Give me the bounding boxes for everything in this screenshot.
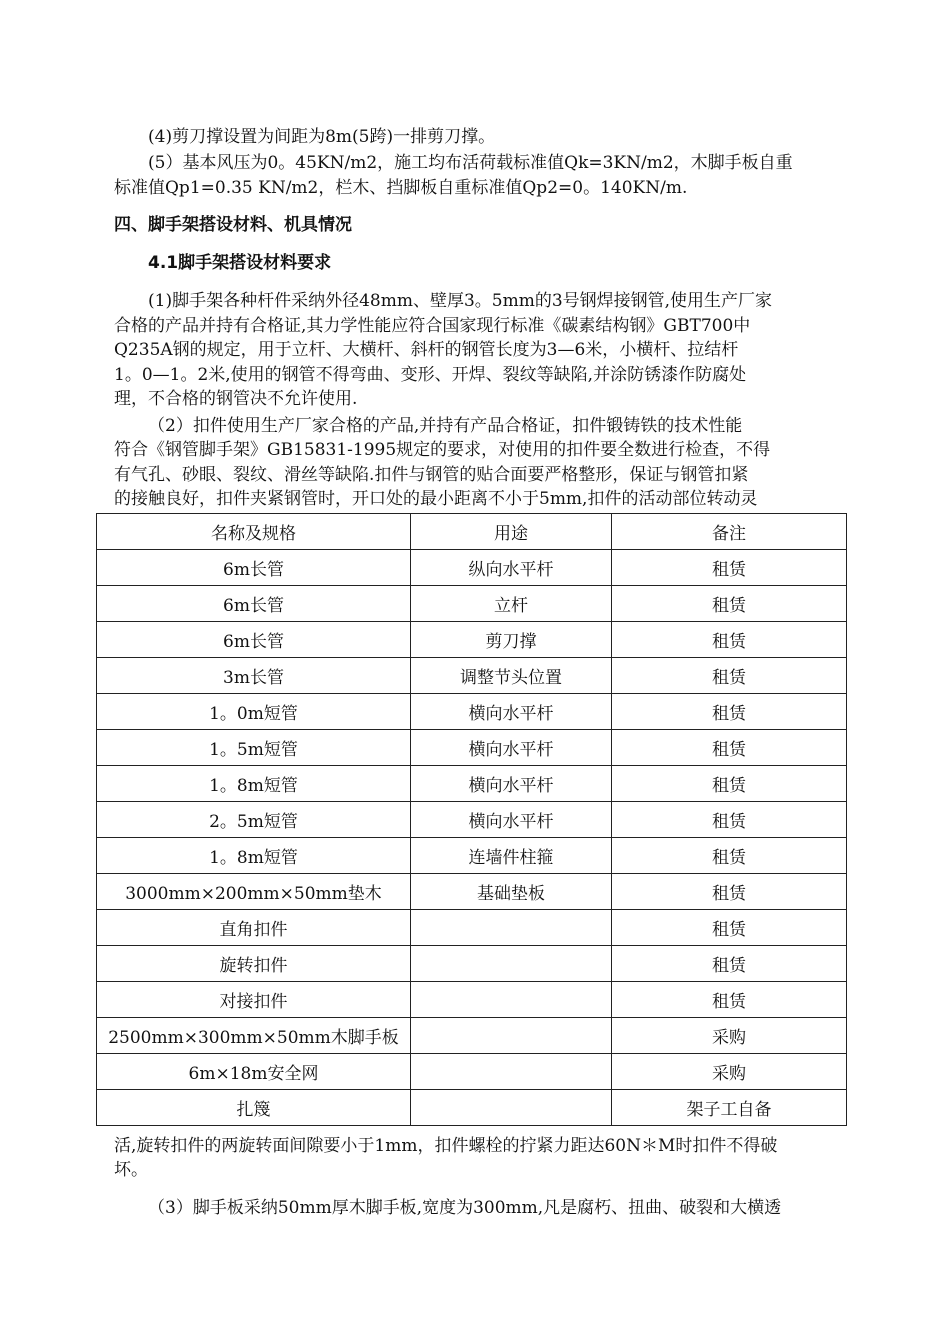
cell-name: 6m长管 (97, 622, 411, 658)
table-row (97, 658, 847, 694)
paragraph-1-line: 1。0—1。2米,使用的钢管不得弯曲、变形、开焊、裂纹等缺陷,并涂防锈漆作防腐处 (114, 365, 747, 385)
cell-name: 对接扣件 (97, 982, 411, 1018)
paragraph-2-line: （2）扣件使用生产厂家合格的产品,并持有产品合格证，扣件锻铸铁的技术性能 (148, 416, 743, 436)
cell-remark: 租赁 (612, 910, 847, 946)
cell-usage: 横向水平杆 (411, 730, 612, 766)
cell-usage: 调整节头位置 (411, 658, 612, 694)
table-row (97, 694, 847, 730)
cell-name: 扎篾 (97, 1090, 411, 1126)
cell-name: 1。0m短管 (97, 694, 411, 730)
cell-name: 2。5m短管 (97, 802, 411, 838)
cell-usage: 横向水平杆 (411, 802, 612, 838)
cell-usage (411, 982, 612, 1018)
cell-remark: 租赁 (612, 550, 847, 586)
header-usage: 用途 (411, 514, 612, 550)
paragraph-2-line: 的接触良好，扣件夹紧钢管时，开口处的最小距离不小于5mm,扣件的活动部位转动灵 (114, 489, 758, 509)
cell-name: 6m长管 (97, 550, 411, 586)
paragraph-1-line: Q235A钢的规定，用于立杆、大横杆、斜杆的钢管长度为3—6米，小横杆、拉结杆 (114, 340, 739, 360)
cell-usage (411, 1054, 612, 1090)
cell-remark: 采购 (612, 1018, 847, 1054)
materials-table (96, 513, 847, 1126)
cell-usage (411, 910, 612, 946)
cell-remark: 租赁 (612, 874, 847, 910)
cell-remark: 租赁 (612, 694, 847, 730)
subsection-heading: 4.1脚手架搭设材料要求 (148, 253, 332, 273)
cell-remark: 租赁 (612, 622, 847, 658)
cell-remark: 租赁 (612, 586, 847, 622)
cell-usage (411, 1090, 612, 1126)
table-row (97, 586, 847, 622)
table-row (97, 766, 847, 802)
cell-usage: 基础垫板 (411, 874, 612, 910)
cell-name: 6m×18m安全网 (97, 1054, 411, 1090)
cell-name: 6m长管 (97, 586, 411, 622)
cell-remark: 租赁 (612, 730, 847, 766)
table-row (97, 838, 847, 874)
cell-name: 旋转扣件 (97, 946, 411, 982)
cell-remark: 租赁 (612, 946, 847, 982)
table-row (97, 550, 847, 586)
table-row (97, 1018, 847, 1054)
cell-usage: 连墙件柱箍 (411, 838, 612, 874)
table-row (97, 802, 847, 838)
paragraph-5-line-2: 标准值Qp1=0.35 KN/m2，栏木、挡脚板自重标准值Qp2=0。140KN/m. (114, 178, 688, 198)
paragraph-5-line-1: (5）基本风压为0。45KN/m2，施工均布活荷载标准值Qk=3KN/m2，木脚手板自重 (148, 153, 793, 173)
table-row (97, 874, 847, 910)
cell-usage (411, 946, 612, 982)
table-row (97, 730, 847, 766)
cell-remark: 租赁 (612, 982, 847, 1018)
cell-name: 直角扣件 (97, 910, 411, 946)
cell-name: 1。5m短管 (97, 730, 411, 766)
paragraph-1-line: (1)脚手架各种杆件采纳外径48mm、壁厚3。5mm的3号钢焊接钢管,使用生产厂家 (148, 291, 773, 311)
paragraph-4: (4)剪刀撑设置为间距为8m(5跨)一排剪刀撑。 (148, 127, 496, 147)
cell-usage: 剪刀撑 (411, 622, 612, 658)
cell-name: 1。8m短管 (97, 766, 411, 802)
paragraph-1-line: 合格的产品并持有合格证,其力学性能应符合国家现行标准《碳素结构钢》GBT700中 (114, 316, 751, 336)
table-row (97, 910, 847, 946)
cell-name: 3000mm×200mm×50mm垫木 (97, 874, 411, 910)
paragraph-2-continued-line: 活,旋转扣件的两旋转面间隙要小于1mm，扣件螺栓的拧紧力距达60N＊M时扣件不得破 (114, 1136, 778, 1156)
paragraph-2-line: 有气孔、砂眼、裂纹、滑丝等缺陷.扣件与钢管的贴合面要严格整形，保证与钢管扣紧 (114, 465, 749, 485)
cell-usage: 纵向水平杆 (411, 550, 612, 586)
cell-remark: 租赁 (612, 658, 847, 694)
table-row (97, 982, 847, 1018)
cell-remark: 租赁 (612, 802, 847, 838)
cell-name: 2500mm×300mm×50mm木脚手板 (97, 1018, 411, 1054)
header-name-spec: 名称及规格 (97, 514, 411, 550)
cell-remark: 租赁 (612, 766, 847, 802)
cell-usage: 立杆 (411, 586, 612, 622)
cell-usage: 横向水平杆 (411, 694, 612, 730)
paragraph-2-continued-line: 坏。 (114, 1160, 148, 1180)
table-row (97, 1090, 847, 1126)
table-row (97, 1054, 847, 1090)
table-row (97, 622, 847, 658)
table-header-row (97, 514, 847, 550)
paragraph-3: （3）脚手板采纳50mm厚木脚手板,宽度为300mm,凡是腐朽、扭曲、破裂和大横透 (148, 1198, 782, 1218)
cell-remark: 租赁 (612, 838, 847, 874)
cell-name: 3m长管 (97, 658, 411, 694)
cell-remark: 架子工自备 (612, 1090, 847, 1126)
paragraph-2-line: 符合《钢管脚手架》GB15831-1995规定的要求，对使用的扣件要全数进行检查，不得 (114, 440, 771, 460)
table-row (97, 946, 847, 982)
cell-usage: 横向水平杆 (411, 766, 612, 802)
cell-remark: 采购 (612, 1054, 847, 1090)
cell-usage (411, 1018, 612, 1054)
paragraph-1-line: 理，不合格的钢管决不允许使用. (114, 389, 358, 409)
header-remark: 备注 (612, 514, 847, 550)
cell-name: 1。8m短管 (97, 838, 411, 874)
section-heading: 四、脚手架搭设材料、机具情况 (114, 215, 352, 235)
